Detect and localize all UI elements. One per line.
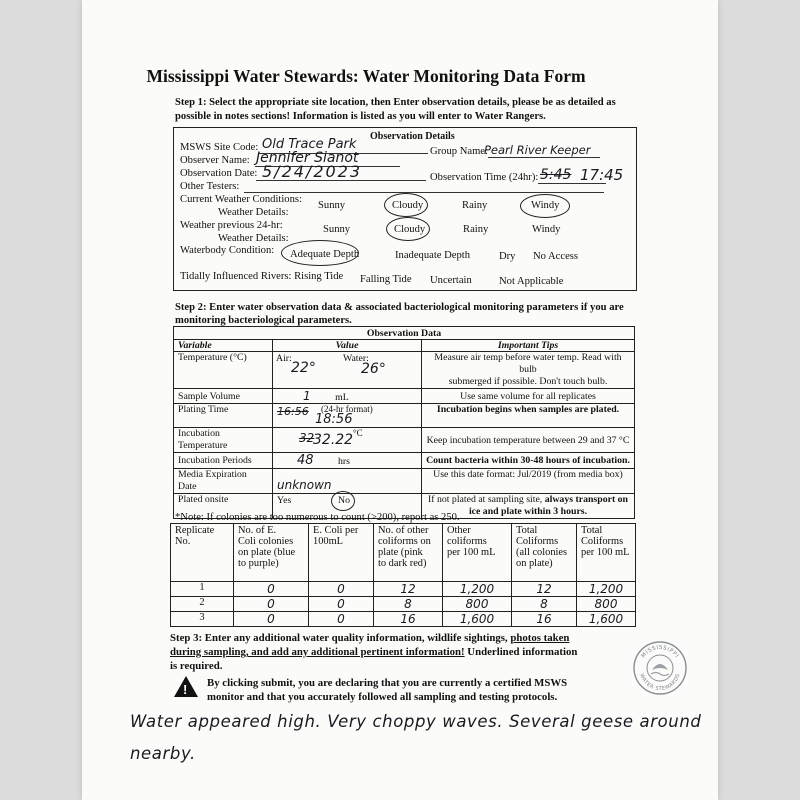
incub-period-tip: Count bacteria within 30-48 hours of incubation.: [422, 453, 635, 469]
current-cloudy-circle: [384, 193, 428, 217]
rep-total-100[interactable]: 1,200: [577, 582, 636, 597]
temp-tip-2: submerged if possible. Don't touch bulb.: [448, 376, 608, 387]
warning-mark: !: [183, 682, 188, 697]
hdr-other-1: No. of other: [378, 525, 429, 536]
incub-period-value-cell[interactable]: [273, 453, 422, 469]
onsite-yes[interactable]: Yes: [277, 495, 292, 506]
submit-line2: monitor and that you accurately followed all sampling and testing protocols.: [207, 691, 558, 703]
rep-other-100[interactable]: 1,600: [443, 612, 512, 627]
waterbody-no-access[interactable]: No Access: [533, 251, 579, 262]
rep-ecoli-100[interactable]: 0: [309, 612, 374, 627]
seal-top-text: MISSISSIPPI: [640, 644, 680, 660]
volume-unit: mL: [335, 392, 349, 403]
current-weather-details-label: Weather Details:: [218, 207, 289, 218]
plating-label: Plating Time: [174, 404, 273, 428]
tidal-uncertain[interactable]: Uncertain: [430, 275, 472, 286]
rep-no: 2: [171, 597, 234, 612]
time-value[interactable]: 17:45: [580, 166, 624, 184]
media-tip: Use this date format: Jul/2019 (from media box): [422, 469, 635, 494]
incub-period-unit: hrs: [338, 456, 350, 467]
incub-temp-value[interactable]: 32.22: [313, 432, 354, 448]
hdr-other: [374, 524, 443, 582]
plating-value-cell[interactable]: [273, 404, 422, 428]
row-temperature: [174, 352, 635, 389]
rep-no: 1: [171, 582, 234, 597]
group-line: [488, 157, 600, 158]
step3-p1: Step 3: Enter any additional water quality information, wildlife sightings,: [170, 632, 508, 644]
media-label: [174, 469, 273, 494]
hdr-replicate-1: Replicate: [175, 525, 215, 536]
hdr-total-100-2: Coliforms: [581, 536, 624, 547]
row-volume: [174, 389, 635, 404]
incub-temp-label-2: Temperature: [178, 440, 228, 451]
temp-label: Temperature (°C): [174, 352, 273, 389]
media-value[interactable]: unknown: [277, 478, 332, 492]
temp-value-cell[interactable]: [273, 352, 422, 389]
step2-line1: Step 2: Enter water observation data & associated bacteriological monitoring parameters if you are: [175, 302, 624, 313]
rep-no: 3: [171, 612, 234, 627]
rep-ecoli-100[interactable]: 0: [309, 582, 374, 597]
current-sunny[interactable]: Sunny: [318, 200, 346, 211]
prev-sunny[interactable]: Sunny: [323, 224, 351, 235]
tidal-label: Tidally Influenced Rivers: Rising Tide: [180, 271, 344, 282]
temp-tip: [422, 352, 635, 389]
svg-text:MISSISSIPPI: [641, 645, 680, 659]
waterbody-label: Waterbody Condition:: [180, 245, 275, 256]
air-label: Air:: [276, 353, 292, 364]
hdr-other-4: to dark red): [378, 558, 427, 569]
hdr-ecoli-100: [309, 524, 374, 582]
onsite-tip-1b: always transport on: [544, 494, 628, 505]
observation-data-header: Observation Data: [174, 327, 635, 340]
rep-ecoli[interactable]: 0: [234, 597, 309, 612]
row-incubation-period: [174, 453, 635, 469]
rep-total[interactable]: 16: [512, 612, 577, 627]
observer-label: Observer Name:: [180, 155, 250, 166]
current-windy-circle: [520, 194, 570, 218]
hdr-ecoli-3: on plate (blue: [238, 547, 296, 558]
hdr-total-100-1: Total: [581, 525, 603, 536]
volume-tip: Use same volume for all replicates: [422, 389, 635, 404]
hdr-total-100: [577, 524, 636, 582]
incub-temp-unit: °C: [353, 428, 363, 438]
current-weather-label: Current Weather Conditions:: [180, 194, 302, 205]
date-value[interactable]: 5/24/2023: [262, 162, 363, 181]
water-value[interactable]: 26°: [361, 361, 386, 377]
prev-cloudy-circle: [386, 217, 430, 241]
prev-cloudy[interactable]: Cloudy: [394, 224, 426, 235]
current-windy[interactable]: Windy: [531, 200, 560, 211]
site-code-value[interactable]: Old Trace Park: [262, 137, 357, 152]
hdr-replicate-2: No.: [175, 536, 191, 547]
temp-tip-1: Measure air temp before water temp. Read with bulb: [434, 352, 622, 375]
group-value[interactable]: Pearl River Keeper: [484, 143, 591, 157]
observer-value[interactable]: Jennifer Sianot: [256, 150, 359, 166]
incub-period-label: Incubation Periods: [174, 453, 273, 469]
current-cloudy[interactable]: Cloudy: [392, 200, 424, 211]
step1-line1: Step 1: Select the appropriate site location, then Enter observation details, please be as detailed as: [175, 97, 616, 108]
col-tips: Important Tips: [422, 340, 635, 352]
rep-ecoli-100[interactable]: 0: [309, 597, 374, 612]
onsite-no-circle: [331, 491, 355, 511]
hdr-other-100-2: coliforms: [447, 536, 487, 547]
col-variable: Variable: [174, 340, 273, 352]
rep-total[interactable]: 8: [512, 597, 577, 612]
rep-ecoli[interactable]: 0: [234, 582, 309, 597]
air-value[interactable]: 22°: [291, 360, 316, 376]
onsite-tip-1: If not plated at sampling site,: [427, 494, 543, 505]
hdr-ecoli-1: No. of E.: [238, 525, 277, 536]
rep-total-100[interactable]: 800: [577, 597, 636, 612]
rep-other-100[interactable]: 800: [443, 597, 512, 612]
col-value: Value: [273, 340, 422, 352]
volume-label: Sample Volume: [174, 389, 273, 404]
media-value-cell[interactable]: [273, 469, 422, 494]
incub-period-value[interactable]: 48: [297, 453, 314, 468]
step3-line2: [170, 645, 577, 659]
date-label: Observation Date:: [180, 168, 258, 179]
incub-temp-crossed: 32: [299, 431, 315, 445]
time-line: [538, 183, 606, 184]
hdr-ecoli: [234, 524, 309, 582]
water-label: Water:: [343, 353, 369, 364]
submit-line1: By clicking submit, you are declaring that you are currently a certified MSWS: [207, 677, 568, 689]
waterbody-dry[interactable]: Dry: [499, 251, 516, 262]
hdr-ecoli-4: to purple): [238, 558, 279, 569]
onsite-label: Plated onsite: [174, 494, 273, 519]
prev-weather-label: Weather previous 24-hr:: [180, 220, 283, 231]
msws-seal-icon: [632, 640, 688, 696]
plating-crossed: 16:56: [277, 405, 309, 418]
group-label: Group Name:: [430, 146, 488, 157]
onsite-tip-2: ice and plate within 3 hours.: [468, 506, 588, 517]
hdr-total: [512, 524, 577, 582]
media-label-2: Date: [178, 481, 197, 492]
incub-temp-label-1: Incubation: [178, 428, 220, 439]
onsite-no[interactable]: No: [338, 495, 350, 506]
step3-line1: [170, 631, 569, 645]
hdr-total-3: (all colonies: [516, 547, 568, 558]
waterbody-inadequate[interactable]: Inadequate Depth: [395, 250, 471, 261]
hdr-ecoli-2: Coli colonies: [238, 536, 294, 547]
rep-other-100[interactable]: 1,200: [443, 582, 512, 597]
row-plating: [174, 404, 635, 428]
site-code-label: MSWS Site Code:: [180, 142, 259, 153]
row-media: [174, 469, 635, 494]
prev-windy[interactable]: Windy: [532, 224, 561, 235]
table-row: [171, 612, 636, 627]
hdr-total-1: Total: [516, 525, 538, 536]
time-label: Observation Time (24hr):: [430, 172, 539, 183]
rep-total-100[interactable]: 1,600: [577, 612, 636, 627]
plating-value[interactable]: 18:56: [315, 412, 353, 427]
hdr-other-100-3: per 100 mL: [447, 547, 496, 558]
step3-p1u: photos taken: [510, 632, 570, 644]
step3-p2: Underlined information: [467, 646, 578, 658]
notes-line1: Water appeared high. Very choppy waves. Several geese around: [130, 712, 702, 731]
incub-temp-tip: Keep incubation temperature between 29 and 37 °C: [422, 428, 635, 453]
form-title: Mississippi Water Stewards: Water Monitoring Data Form: [146, 66, 586, 86]
step1-line2: possible in notes sections! Information is listed as you will enter to Water Rangers.: [175, 111, 546, 122]
replicate-table: [170, 523, 636, 627]
notes-line2: nearby.: [130, 744, 196, 763]
hdr-other-3: plate (pink: [378, 547, 423, 558]
hdr-other-2: coliforms on: [378, 536, 431, 547]
volume-value[interactable]: 1: [303, 389, 311, 403]
tidal-not-applicable[interactable]: Not Applicable: [499, 276, 564, 287]
hdr-other-100: [443, 524, 512, 582]
hdr-ecoli-100-1: E. Coli per: [313, 525, 359, 536]
observation-data-table: [173, 326, 635, 519]
rep-other[interactable]: 16: [374, 612, 443, 627]
waterbody-adequate[interactable]: Adequate Depth: [290, 249, 360, 260]
prev-weather-details-label: Weather Details:: [218, 233, 289, 244]
step3-p2u: during sampling, and add any additional pertinent information!: [170, 646, 465, 658]
step2-line2: monitoring bacteriological parameters.: [175, 315, 352, 326]
row-incubation-temp: [174, 428, 635, 453]
incub-temp-label: [174, 428, 273, 453]
hdr-total-2: Coliforms: [516, 536, 559, 547]
hdr-ecoli-100-2: 100mL: [313, 536, 344, 547]
time-crossed: 5:45: [540, 167, 572, 183]
rep-ecoli[interactable]: 0: [234, 612, 309, 627]
hdr-replicate: [171, 524, 234, 582]
seal-bottom-text: WATER STEWARDS: [638, 672, 682, 693]
step3-p3: is required.: [170, 660, 223, 672]
hdr-total-4: on plate): [516, 558, 553, 569]
table-row: [171, 597, 636, 612]
current-rainy[interactable]: Rainy: [462, 200, 488, 211]
table-row: [171, 582, 636, 597]
rep-other[interactable]: 8: [374, 597, 443, 612]
other-testers-label: Other Testers:: [180, 181, 240, 192]
rep-other[interactable]: 12: [374, 582, 443, 597]
observation-details-header: Observation Details: [370, 131, 455, 142]
hdr-other-100-1: Other: [447, 525, 471, 536]
hdr-total-100-3: per 100 mL: [581, 547, 630, 558]
rep-total[interactable]: 12: [512, 582, 577, 597]
volume-value-cell[interactable]: [273, 389, 422, 404]
note-text: *Note: If colonies are too numerous to count (>200), report as 250.: [175, 512, 460, 523]
waterbody-adequate-circle: [281, 240, 359, 266]
incub-temp-value-cell[interactable]: [273, 428, 422, 453]
tidal-falling[interactable]: Falling Tide: [360, 274, 412, 285]
plating-tip: Incubation begins when samples are plated.: [422, 404, 635, 428]
media-label-1: Media Expiration: [178, 469, 247, 480]
plating-format: (24-hr format): [321, 404, 373, 414]
prev-rainy[interactable]: Rainy: [463, 224, 489, 235]
